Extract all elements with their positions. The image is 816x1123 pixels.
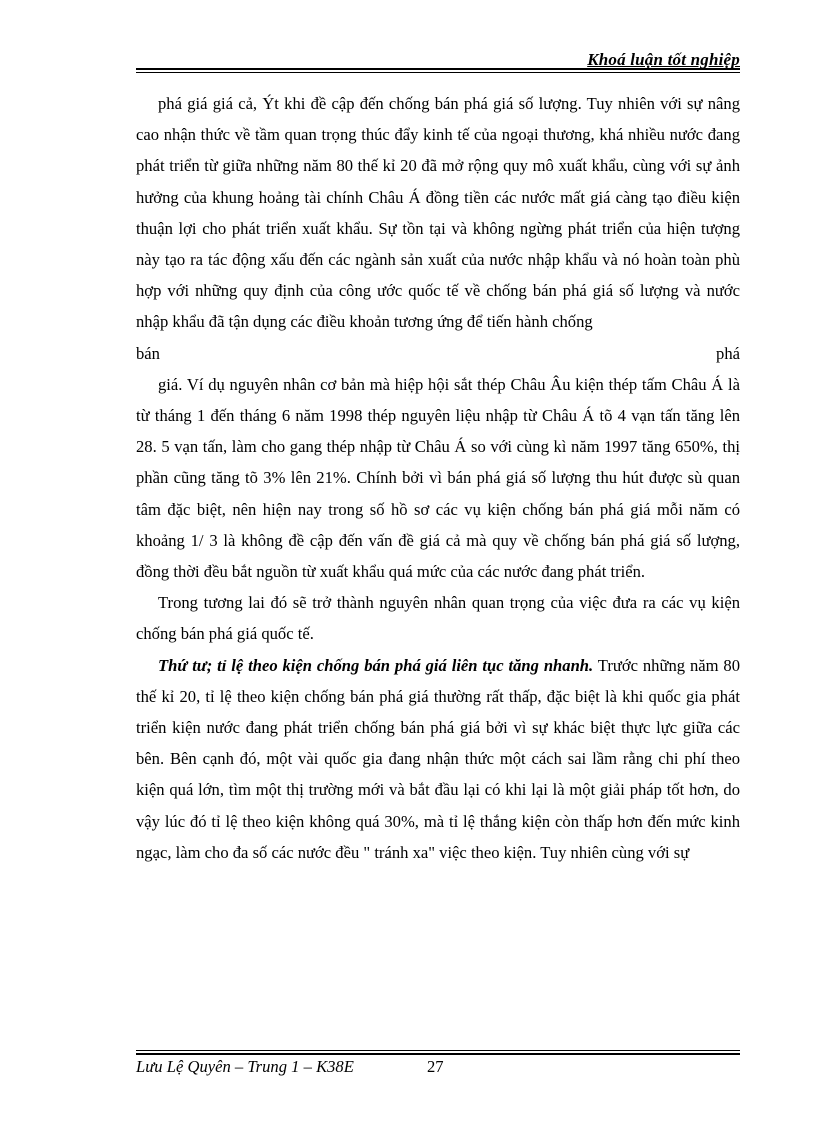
- header-rule-thin: [136, 72, 740, 73]
- footer-rule-thick: [136, 1053, 740, 1055]
- page-header: [136, 50, 740, 74]
- paragraph-1: phá giá giá cả, Ýt khi đề cập đến chống bán phá giá số lượng. Tuy nhiên với sự nâng cao nhận thức về tầm quan trọng thúc đẩy kinh tế của ngoại thương, khá nhiều nước đang phát triển từ giữa những năm 80 thế kỉ 20 đã mở rộng quy mô xuất khẩu, cùng với sự ảnh hưởng của khung hoảng tài chính Châu Á đồng tiền các nước mất giá càng tạo điều kiện thuận lợi cho phát triển xuất khẩu. Sự tồn tại và không ngừng phát triển của hiện tượng này tạo ra tác động xấu đến các ngành sản xuất của nước nhập khẩu và nó hoàn toàn phù hợp với những quy định của công ước quốc tế về chống bán phá giá số lượng và nước nhập khẩu đã tận dụng các điều khoản tương ứng để tiến hành chống: [136, 94, 740, 332]
- paragraph-2: giá. Ví dụ nguyên nhân cơ bản mà hiệp hội sắt thép Châu Âu kiện thép tấm Châu Á là từ tháng 1 đến tháng 6 năm 1998 thép nguyên liệu nhập từ Châu Á tõ 4 vạn tấn tăng lên 28. 5 vạn tấn, làm cho gang thép nhập từ Châu Á so với cùng kì năm 1997 tăng 650%, thị phần cũng tăng tõ 3% lên 21%. Chính bởi vì bán phá giá số lượng thu hút được sù quan tâm đặc biệt, nên hiện nay trong số hồ sơ các vụ kiện chống bán phá giá mỗi năm có khoảng 1/ 3 là không đề cập đến vấn đề giá cả mà quy về chống bán phá giá số lượng, đồng thời đều bắt nguồn từ xuất khẩu quá mức của các nước đang phát triển.: [136, 374, 740, 582]
- paragraph-3: Trong tương lai đó sẽ trở thành nguyên nhân quan trọng của việc đưa ra các vụ kiện chống bán phá giá quốc tế.: [136, 593, 740, 644]
- paragraph-1-last-word-left: bán: [136, 343, 160, 363]
- page-number: 27: [427, 1057, 444, 1076]
- header-rule-thick: [136, 68, 740, 70]
- paragraph-1-last-word-right: phá: [716, 343, 740, 363]
- paragraph-4: [136, 650, 740, 868]
- paragraph-4-heading: Thứ tư; tỉ lệ theo kiện chống bán phá giá liên tục tăng nhanh.: [158, 655, 594, 675]
- paragraph-1-last-line: [136, 338, 740, 369]
- document-body: [136, 88, 740, 868]
- footer-author: Lưu Lệ Quyên – Trung 1 – K38E: [136, 1057, 354, 1076]
- header-title: Khoá luận tốt nghiệp: [587, 50, 740, 69]
- paragraph-4-text: Trước những năm 80 thế kỉ 20, tỉ lệ theo kiện chống bán phá giá thường rất thấp, đặc biệt là khi quốc gia phát triển kiện nước đang phát triển chống bán phá giá bởi vì sự khác biệt thực lực giữa các bên. Bên cạnh đó, một vài quốc gia đang nhận thức một cách sai lầm rằng chi phí theo kiện quá lớn, tìm một thị trường mới và bắt đầu lại có khi lại là một giải pháp tốt hơn, do vậy lúc đó tỉ lệ theo kiện không quá 30%, mà tỉ lệ thắng kiện còn thấp hơn đến mức kinh ngạc, làm cho đa số các nước đều " tránh xa" việc theo kiện. Tuy nhiên cùng với sự: [136, 655, 740, 862]
- footer-rule-thin: [136, 1050, 740, 1051]
- page-footer: [136, 1050, 740, 1090]
